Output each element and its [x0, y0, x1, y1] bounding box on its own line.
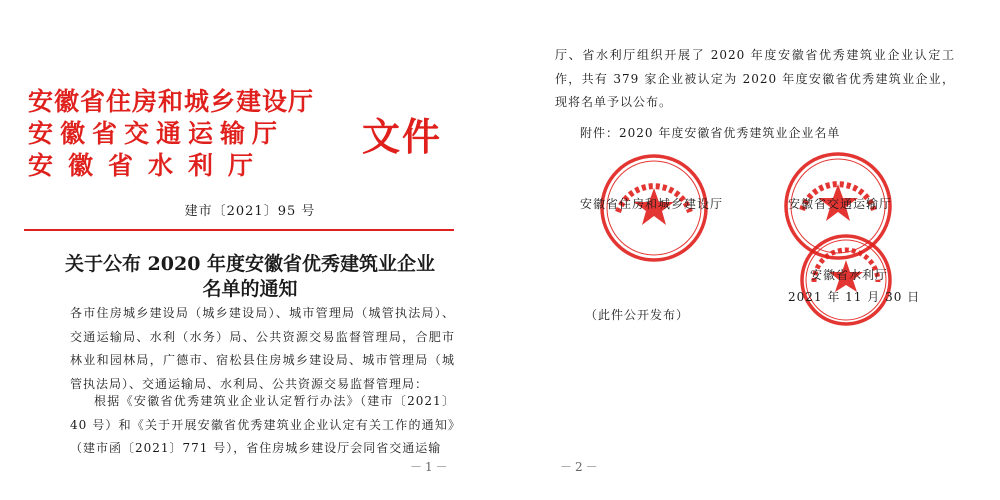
body-paragraph: 根据《安徽省优秀建筑业企业认定暂行办法》（建市〔2021〕40 号）和《关于开展安徽省优秀建筑业企业认定有关工作的通知》（建市函〔2021〕771 号），省住房城乡建设厅会同省交通运输 [70, 394, 455, 455]
page-number-1: －1－ [410, 460, 451, 474]
page-number-2: －2－ [560, 460, 601, 474]
issue-date: 2021 年 11 月 30 日 [788, 290, 921, 304]
continuation-paragraph: 厅、省水利厅组织开展了 2020 年度安徽省优秀建筑业企业认定工作，共有 379 家企业被认定为 2020 年度安徽省优秀建筑业企业，现将名单予以公布。 [555, 48, 955, 109]
attachment-line: 附件：2020 年度安徽省优秀建筑业企业名单 [580, 126, 841, 140]
signatory-water: 安徽省水利厅 [810, 268, 889, 282]
document-number: 建市〔2021〕95 号 [184, 204, 316, 219]
red-divider [24, 229, 454, 231]
title-line-1: 关于公布 2020 年度安徽省优秀建筑业企业 [64, 253, 436, 275]
issuer-transport: 安徽省交通运输厅 [28, 119, 285, 148]
title-line-2: 名单的通知 [202, 278, 298, 300]
public-release-note: （此件公开发布） [585, 308, 690, 322]
issuer-water: 安徽省水利厅 [28, 151, 269, 180]
signatory-housing: 安徽省住房和城乡建设厅 [580, 197, 724, 211]
issuer-housing: 安徽省住房和城乡建设厅 [28, 87, 315, 116]
document-page-2 [500, 0, 1000, 500]
document-title [60, 252, 440, 302]
document-header-word: 文件 [362, 114, 443, 159]
addressees-paragraph: 各市住房城乡建设局（城乡建设局）、城市管理局（城管执法局）、交通运输局、水利（水务）局、公共资源交易监督管理局，合肥市林业和园林局，广德市、宿松县住房城乡建设局、城市管理局（城管执法局）、交通运输局、水利局、公共资源交易监督管理局： [70, 306, 455, 391]
signatory-transport: 安徽省交通运输厅 [788, 197, 893, 211]
issuer-list [28, 86, 368, 182]
